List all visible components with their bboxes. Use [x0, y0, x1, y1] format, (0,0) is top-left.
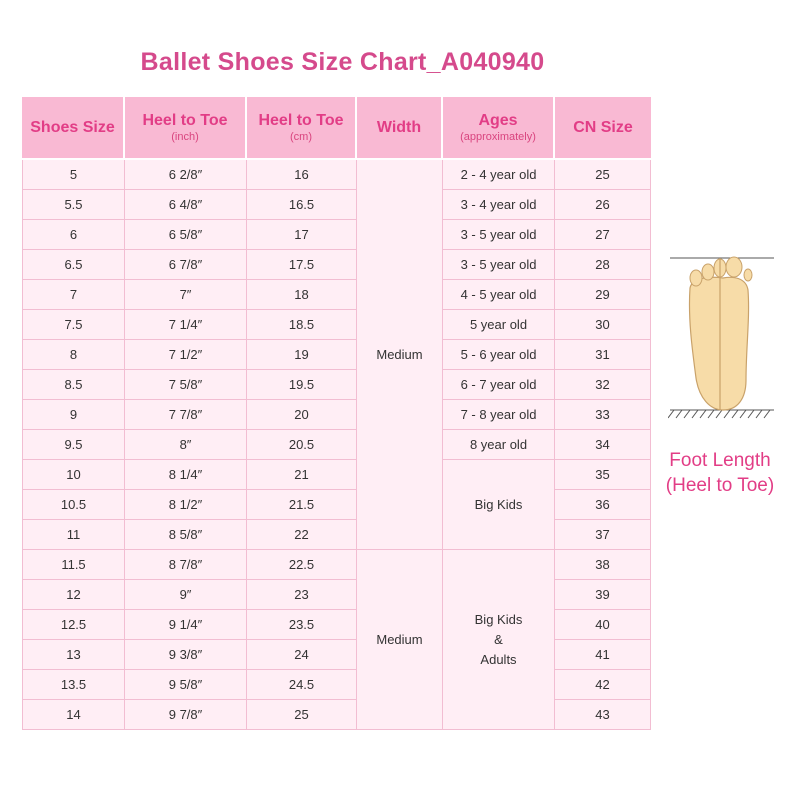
header-cn-size: CN Size	[555, 97, 651, 160]
ages-cell	[443, 430, 555, 460]
ages-cell	[443, 340, 555, 370]
shoes-size-cell: 5	[22, 160, 125, 190]
ages-line: 6 - 7 year old	[460, 377, 537, 392]
heel-toe-cm-cell: 19	[247, 340, 357, 370]
heel-toe-inch-cell: 6 4/8″	[125, 190, 247, 220]
heel-toe-inch-cell: 9 7/8″	[125, 700, 247, 730]
heel-toe-cm-cell: 24	[247, 640, 357, 670]
heel-toe-cm-cell: 20.5	[247, 430, 357, 460]
ages-line: 3 - 5 year old	[460, 227, 537, 242]
shoes-size-cell: 11	[22, 520, 125, 550]
cn-size-cell: 34	[555, 430, 651, 460]
ages-line: 2 - 4 year old	[460, 167, 537, 182]
shoes-size-cell: 10	[22, 460, 125, 490]
cn-size-cell: 37	[555, 520, 651, 550]
shoes-size-cell: 8.5	[22, 370, 125, 400]
ages-line: 8 year old	[469, 437, 528, 452]
heel-toe-inch-cell: 8 1/4″	[125, 460, 247, 490]
width-cell: Medium	[357, 550, 443, 730]
shoes-size-cell: 8	[22, 340, 125, 370]
heel-toe-inch-cell: 7 7/8″	[125, 400, 247, 430]
heel-toe-inch-cell: 7 5/8″	[125, 370, 247, 400]
shoes-size-cell: 12.5	[22, 610, 125, 640]
heel-toe-inch-cell: 9 5/8″	[125, 670, 247, 700]
cn-size-cell: 39	[555, 580, 651, 610]
shoes-size-cell: 12	[22, 580, 125, 610]
table-row	[22, 340, 651, 370]
table-row	[22, 220, 651, 250]
heel-toe-inch-cell: 7 1/4″	[125, 310, 247, 340]
heel-toe-inch-cell: 9 1/4″	[125, 610, 247, 640]
shoes-size-cell: 11.5	[22, 550, 125, 580]
ages-cell	[443, 400, 555, 430]
table-row	[22, 490, 651, 520]
shoes-size-cell: 9.5	[22, 430, 125, 460]
heel-toe-cm-cell: 21	[247, 460, 357, 490]
heel-toe-inch-cell: 8 1/2″	[125, 490, 247, 520]
foot-icon	[668, 248, 778, 428]
foot-caption-line2: (Heel to Toe)	[665, 475, 775, 496]
cn-size-cell: 32	[555, 370, 651, 400]
heel-toe-inch-cell: 6 5/8″	[125, 220, 247, 250]
shoes-size-cell: 9	[22, 400, 125, 430]
ages-line: Big Kids	[474, 611, 523, 627]
ages-cell	[443, 190, 555, 220]
shoes-size-cell: 5.5	[22, 190, 125, 220]
table-row	[22, 580, 651, 610]
table-row	[22, 520, 651, 550]
ages-line: 3 - 4 year old	[460, 197, 537, 212]
heel-toe-cm-cell: 23.5	[247, 610, 357, 640]
shoes-size-cell: 13	[22, 640, 125, 670]
table-row	[22, 310, 651, 340]
table-row	[22, 190, 651, 220]
ages-cell	[443, 550, 555, 730]
header-shoes-size: Shoes Size	[22, 97, 125, 160]
cn-size-cell: 36	[555, 490, 651, 520]
heel-toe-cm-cell: 17	[247, 220, 357, 250]
ages-cell	[443, 310, 555, 340]
ages-cell	[443, 460, 555, 550]
ages-line: Big Kids	[474, 497, 523, 512]
size-chart-table	[22, 97, 651, 730]
foot-illustration	[668, 248, 778, 428]
table-row	[22, 370, 651, 400]
ages-line: 7 - 8 year old	[460, 407, 537, 422]
ages-cell	[443, 220, 555, 250]
table-row	[22, 160, 651, 190]
heel-toe-inch-cell: 8 7/8″	[125, 550, 247, 580]
header-heel-toe-cm: Heel to Toe (cm)	[247, 97, 357, 160]
table-row	[22, 670, 651, 700]
ages-line: 5 year old	[469, 317, 528, 332]
width-cell: Medium	[357, 160, 443, 550]
shoes-size-cell: 7	[22, 280, 125, 310]
cn-size-cell: 29	[555, 280, 651, 310]
cn-size-cell: 38	[555, 550, 651, 580]
cn-size-cell: 28	[555, 250, 651, 280]
heel-toe-inch-cell: 7 1/2″	[125, 340, 247, 370]
heel-toe-inch-cell: 9 3/8″	[125, 640, 247, 670]
heel-toe-cm-cell: 16	[247, 160, 357, 190]
table-row	[22, 250, 651, 280]
heel-toe-cm-cell: 22.5	[247, 550, 357, 580]
heel-toe-cm-cell: 24.5	[247, 670, 357, 700]
heel-toe-cm-cell: 20	[247, 400, 357, 430]
cn-size-cell: 25	[555, 160, 651, 190]
table-row	[22, 280, 651, 310]
ages-line: 5 - 6 year old	[460, 347, 537, 362]
ages-cell	[443, 160, 555, 190]
heel-toe-inch-cell: 8″	[125, 430, 247, 460]
cn-size-cell: 31	[555, 340, 651, 370]
shoes-size-cell: 6	[22, 220, 125, 250]
heel-toe-inch-cell: 6 7/8″	[125, 250, 247, 280]
table-row	[22, 640, 651, 670]
cn-size-cell: 26	[555, 190, 651, 220]
ages-line: 3 - 5 year old	[460, 257, 537, 272]
cn-size-cell: 40	[555, 610, 651, 640]
cn-size-cell: 41	[555, 640, 651, 670]
shoes-size-cell: 14	[22, 700, 125, 730]
ages-line: Adults	[480, 651, 517, 667]
foot-length-caption	[650, 448, 790, 498]
table-body	[22, 160, 651, 730]
cn-size-cell: 43	[555, 700, 651, 730]
heel-toe-cm-cell: 18	[247, 280, 357, 310]
heel-toe-cm-cell: 16.5	[247, 190, 357, 220]
heel-toe-cm-cell: 23	[247, 580, 357, 610]
cn-size-cell: 30	[555, 310, 651, 340]
table-row	[22, 550, 651, 580]
heel-toe-cm-cell: 19.5	[247, 370, 357, 400]
cn-size-cell: 33	[555, 400, 651, 430]
table-row	[22, 610, 651, 640]
heel-toe-inch-cell: 9″	[125, 580, 247, 610]
heel-toe-cm-cell: 21.5	[247, 490, 357, 520]
heel-toe-cm-cell: 17.5	[247, 250, 357, 280]
ages-cell	[443, 250, 555, 280]
table-row	[22, 400, 651, 430]
heel-toe-cm-cell: 22	[247, 520, 357, 550]
heel-toe-inch-cell: 6 2/8″	[125, 160, 247, 190]
heel-toe-inch-cell: 8 5/8″	[125, 520, 247, 550]
heel-toe-inch-cell: 7″	[125, 280, 247, 310]
shoes-size-cell: 13.5	[22, 670, 125, 700]
foot-caption-line1: Foot Length	[669, 450, 771, 471]
ages-line: 4 - 5 year old	[460, 287, 537, 302]
cn-size-cell: 35	[555, 460, 651, 490]
shoes-size-cell: 6.5	[22, 250, 125, 280]
cn-size-cell: 27	[555, 220, 651, 250]
ages-cell	[443, 370, 555, 400]
header-width: Width	[357, 97, 443, 160]
cn-size-cell: 42	[555, 670, 651, 700]
heel-toe-cm-cell: 18.5	[247, 310, 357, 340]
ages-cell	[443, 280, 555, 310]
header-heel-toe-inch: Heel to Toe (inch)	[125, 97, 247, 160]
chart-title: Ballet Shoes Size Chart_A040940	[140, 48, 545, 76]
shoes-size-cell: 10.5	[22, 490, 125, 520]
table-row	[22, 700, 651, 730]
table-row	[22, 430, 651, 460]
shoes-size-cell: 7.5	[22, 310, 125, 340]
header-ages: Ages (approximately)	[443, 97, 555, 160]
heel-toe-cm-cell: 25	[247, 700, 357, 730]
header-row	[22, 97, 651, 160]
ages-line: &	[494, 631, 503, 647]
table-row	[22, 460, 651, 490]
